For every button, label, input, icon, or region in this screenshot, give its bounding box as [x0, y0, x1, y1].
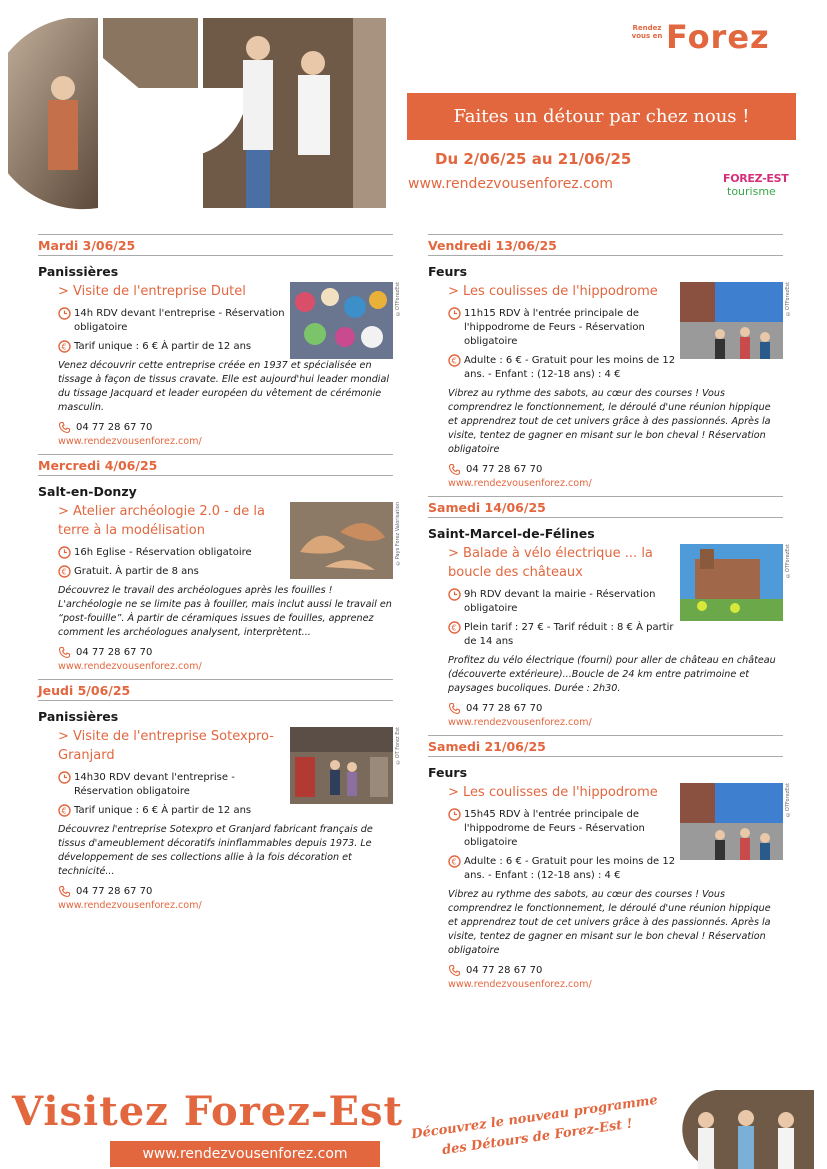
photo-credit: ©OTForezEst: [785, 544, 791, 579]
svg-text:€: €: [451, 623, 457, 633]
event-card: [38, 679, 401, 913]
event-phone: [428, 964, 783, 978]
phone-icon: [58, 646, 71, 659]
event-city: Salt-en-Donzy: [38, 484, 137, 499]
price-text: Tarif unique : 6 € À partir de 12 ans: [74, 805, 252, 816]
event-phone: [38, 646, 393, 660]
event-card: [428, 496, 791, 730]
event-card: [428, 234, 791, 491]
phone-icon: [58, 885, 71, 898]
event-description: Profitez du vélo électrique (fourni) pour aller de château en château (découverte extérieure)...Boucle de 24 km entre patrimoine et paysages bucoliques. Durée : 2h30.: [448, 655, 776, 694]
date-range: Du 2/06/25 au 21/06/25: [435, 150, 632, 168]
photo-credit: ©OTForezEst: [785, 282, 791, 317]
partner-logo-line2: tourisme: [727, 185, 776, 198]
phone-icon: [58, 421, 71, 434]
right-column: [428, 234, 791, 997]
photo-credit: ©OTForezEst: [395, 282, 401, 317]
photo-credit: ©Pays Forez Valorisation: [395, 502, 401, 566]
visitez-forez-est-title: Visitez Forez-Est: [12, 1088, 404, 1135]
time-place-text: 15h45 RDV à l'entrée principale de l'hippodrome de Feurs - Réservation obligatoire: [464, 809, 645, 848]
price-text: Plein tarif : 27 € - Tarif réduit : 8 € À partir de 14 ans: [464, 622, 674, 647]
group-visit-image: [676, 1090, 814, 1169]
hero-photo-illustration: [8, 18, 386, 210]
event-price: [38, 804, 288, 818]
event-title-link[interactable]: > Visite de l'entreprise Sotexpro-Granjard: [58, 729, 274, 763]
event-card: [38, 454, 401, 674]
svg-text:€: €: [61, 342, 67, 352]
event-card: [428, 735, 791, 992]
event-description: Vibrez au rythme des sabots, au cœur des courses ! Vous comprendrez le fonctionnement, le déroulé d'une réunion hippique et apprendrez tout de cet univers grâce à des passionnés. Après la visite, tentez de gagner en misant sur le bon cheval ! Réservation obligatoire: [448, 889, 771, 956]
event-city: Feurs: [428, 765, 468, 780]
time-place-text: 14h30 RDV devant l'entreprise - Réservation obligatoire: [74, 772, 235, 797]
phone-icon: [448, 964, 461, 977]
phone-text: 04 77 28 67 70: [466, 703, 543, 714]
euro-icon: [58, 565, 71, 578]
phone-text: 04 77 28 67 70: [76, 886, 153, 897]
event-day: Mardi 3/06/25: [38, 234, 393, 256]
photo-credit: ©OT Forez Est: [395, 727, 401, 765]
event-time-place: [428, 808, 678, 850]
event-time-place: [428, 307, 678, 349]
photo-credit: ©OTForezEst: [785, 783, 791, 818]
castle-bikes-image: [680, 544, 783, 621]
price-text: Adulte : 6 € - Gratuit pour les moins de 12 ans. - Enfant : (12-18 ans) : 4 €: [464, 355, 676, 380]
event-photo-ceramics: [290, 502, 393, 579]
forez-est-tourisme-logo: [723, 172, 795, 206]
event-description: Venez découvrir cette entreprise créée en 1937 et spécialisée en tissage à façon de tissus cravate. Elle est aujourd'hui leader mondial du tissage Jacquard et leader européen du vêtement de cérémonie masculin.: [58, 360, 390, 413]
phone-icon: [448, 463, 461, 476]
price-text: Gratuit. À partir de 8 ans: [74, 566, 199, 577]
event-price: [428, 354, 678, 382]
euro-icon: [58, 804, 71, 817]
event-day: Vendredi 13/06/25: [428, 234, 783, 256]
phone-text: 04 77 28 67 70: [76, 647, 153, 658]
website-link[interactable]: www.rendezvousenforez.com: [408, 176, 614, 192]
event-title-link[interactable]: > Atelier archéologie 2.0 - de la terre à la modélisation: [58, 504, 265, 538]
event-photo-hippodrome: [680, 282, 783, 359]
euro-icon: [448, 621, 461, 634]
fabric-rolls-image: [290, 282, 393, 359]
time-place-text: 9h RDV devant la mairie - Réservation obligatoire: [464, 589, 656, 614]
event-phone: [428, 463, 783, 477]
event-city: Feurs: [428, 264, 468, 279]
event-title-link[interactable]: > Les coulisses de l'hippodrome: [448, 785, 658, 800]
event-price: [38, 340, 288, 354]
event-day: Jeudi 5/06/25: [38, 679, 393, 701]
factory-visit-image: [290, 727, 393, 804]
phone-text: 04 77 28 67 70: [76, 422, 153, 433]
event-link[interactable]: www.rendezvousenforez.com/: [448, 979, 592, 990]
phone-text: 04 77 28 67 70: [466, 965, 543, 976]
clock-icon: [448, 588, 461, 601]
hero-photo-collage: [8, 18, 386, 210]
svg-text:€: €: [61, 567, 67, 577]
event-price: [428, 621, 678, 649]
euro-icon: [448, 354, 461, 367]
svg-text:€: €: [451, 857, 457, 867]
event-time-place: [38, 771, 288, 799]
clock-icon: [448, 307, 461, 320]
event-photo-hippodrome-2: [680, 783, 783, 860]
event-photo-factory: [290, 727, 393, 804]
clock-icon: [58, 307, 71, 320]
clock-icon: [58, 771, 71, 784]
euro-icon: [448, 855, 461, 868]
left-column: [38, 234, 401, 918]
event-link[interactable]: www.rendezvousenforez.com/: [448, 717, 592, 728]
phone-icon: [448, 702, 461, 715]
event-title-link[interactable]: > Les coulisses de l'hippodrome: [448, 284, 658, 299]
event-photo-fabric: [290, 282, 393, 359]
time-place-text: 14h RDV devant l'entreprise - Réservation obligatoire: [74, 308, 285, 333]
hippodrome-crowd-image: [680, 783, 783, 860]
event-phone: [428, 702, 783, 716]
event-description: Vibrez au rythme des sabots, au cœur des courses ! Vous comprendrez le fonctionnement, le déroulé d'une réunion hippique et apprendrez tout de cet univers grâce à des passionnés. Après la visite, tentez de gagner en misant sur le bon cheval ! Réservation obligatoire: [448, 388, 771, 455]
brand-small-text: Rendez vous en: [631, 24, 663, 40]
event-title-link[interactable]: > Balade à vélo électrique ... la boucle des châteaux: [448, 546, 653, 580]
rendez-vous-en-forez-logo: [630, 18, 798, 56]
event-description: Découvrez l'entreprise Sotexpro et Granjard fabricant français de tissus d'ameublement décoratifs ininflammables depuis 1973. Le développement de ses collections allie à la fois décoration et technicité...: [58, 824, 373, 877]
clock-icon: [448, 808, 461, 821]
event-city: Panissières: [38, 709, 119, 724]
ceramics-image: [290, 502, 393, 579]
event-link[interactable]: www.rendezvousenforez.com/: [448, 478, 592, 489]
partner-logo-line1: FOREZ-EST: [723, 172, 789, 185]
euro-icon: [58, 340, 71, 353]
event-day: Samedi 14/06/25: [428, 496, 783, 518]
hippodrome-crowd-image: [680, 282, 783, 359]
promo-text: Découvrez le nouveau programme des Détours de Forez-Est !: [410, 1092, 659, 1159]
event-price: [38, 565, 288, 579]
event-price: [428, 855, 678, 883]
tagline-banner: Faites un détour par chez nous !: [407, 93, 796, 140]
event-phone: [38, 885, 393, 899]
event-city: Panissières: [38, 264, 119, 279]
brand-big-text: Forez: [666, 18, 770, 56]
event-day: Mercredi 4/06/25: [38, 454, 393, 476]
price-text: Tarif unique : 6 € À partir de 12 ans: [74, 341, 252, 352]
event-phone: [38, 421, 393, 435]
phone-text: 04 77 28 67 70: [466, 464, 543, 475]
event-photo-castle: [680, 544, 783, 621]
footer-website-link[interactable]: www.rendezvousenforez.com: [110, 1141, 380, 1167]
time-place-text: 16h Eglise - Réservation obligatoire: [74, 547, 252, 558]
event-time-place: [428, 588, 678, 616]
clock-icon: [58, 546, 71, 559]
svg-text:€: €: [61, 806, 67, 816]
event-title-link[interactable]: > Visite de l'entreprise Dutel: [58, 284, 246, 299]
event-time-place: [38, 307, 288, 335]
price-text: Adulte : 6 € - Gratuit pour les moins de 12 ans. - Enfant : (12-18 ans) : 4 €: [464, 856, 676, 881]
event-city: Saint-Marcel-de-Félines: [428, 526, 595, 541]
event-time-place: [38, 546, 288, 560]
event-card: [38, 234, 401, 449]
event-day: Samedi 21/06/25: [428, 735, 783, 757]
event-link[interactable]: www.rendezvousenforez.com/: [58, 436, 202, 447]
footer-photo: [676, 1090, 814, 1169]
event-link[interactable]: www.rendezvousenforez.com/: [58, 900, 202, 911]
time-place-text: 11h15 RDV à l'entrée principale de l'hippodrome de Feurs - Réservation obligatoire: [464, 308, 645, 347]
svg-text:€: €: [451, 356, 457, 366]
event-link[interactable]: www.rendezvousenforez.com/: [58, 661, 202, 672]
event-description: Découvrez le travail des archéologues après les fouilles ! L'archéologie ne se limite pas à fouiller, mais inclut aussi le travail en “post-fouille”. À partir de céramiques issues de fouilles, apprenez comment les archéologues analysent, interprètent...: [58, 585, 392, 638]
